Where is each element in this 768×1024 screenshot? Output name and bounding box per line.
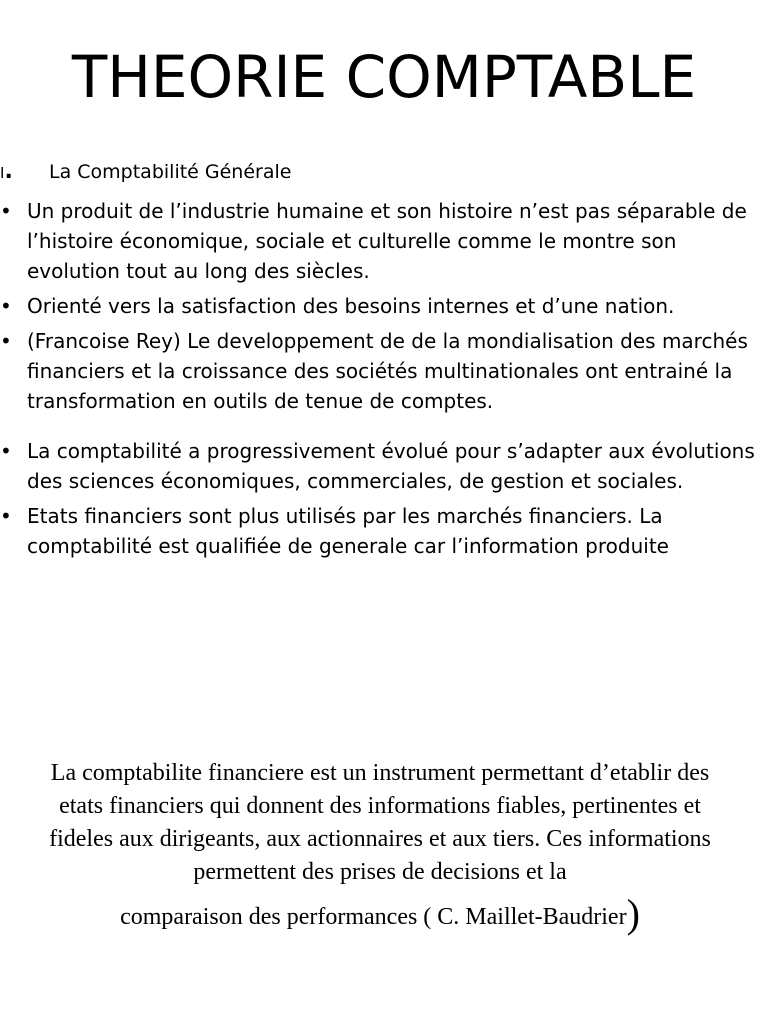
section-label: La Comptabilité Générale	[49, 161, 292, 183]
list-item	[0, 291, 768, 321]
quote-block	[44, 757, 716, 934]
bullet-icon: •	[0, 439, 12, 463]
bullet-icon: •	[0, 199, 12, 223]
list-item	[0, 326, 768, 416]
page-title: THEORIE COMPTABLE	[71, 43, 697, 111]
bullet-text: La comptabilité a progressivement évolué pour s’adapter aux évolutions des sciences économiques, commerciales, de gestion et sociales.	[27, 439, 755, 493]
closing-paren: )	[626, 891, 640, 936]
quote-attribution: comparaison des performances ( C. Maillet-Baudrier	[120, 904, 627, 930]
bullet-list	[0, 196, 768, 566]
list-item	[0, 501, 768, 561]
section-number: I.	[0, 159, 13, 184]
bullet-text: Etats financiers sont plus utilisés par les marchés financiers. La comptabilité est qualifiée de generale car l’information produite	[27, 504, 669, 558]
bullet-text: Un produit de l’industrie humaine et son histoire n’est pas séparable de l’histoire économique, sociale et culturelle comme le montre son evolution tout au long des siècles.	[27, 199, 747, 283]
bullet-text: (Francoise Rey) Le developpement de de la mondialisation des marchés financiers et la croissance des sociétés multinationales ont entrainé la transformation en outils de tenue de comptes.	[27, 329, 748, 413]
bullet-icon: •	[0, 329, 12, 353]
bullet-icon: •	[0, 294, 12, 318]
quote-body: La comptabilite financiere est un instrument permettant d’etablir des etats financiers qui donnent des informations fiables, pertinentes et fideles aux dirigeants, aux actionnaires et aux tiers. Ces informations permettent des prises de decisions et la	[49, 760, 711, 885]
bullet-icon: •	[0, 504, 12, 528]
list-item	[0, 436, 768, 496]
bullet-text: Orienté vers la satisfaction des besoins internes et d’une nation.	[27, 294, 675, 318]
list-item	[0, 196, 768, 286]
quote-attribution-line	[44, 891, 716, 936]
